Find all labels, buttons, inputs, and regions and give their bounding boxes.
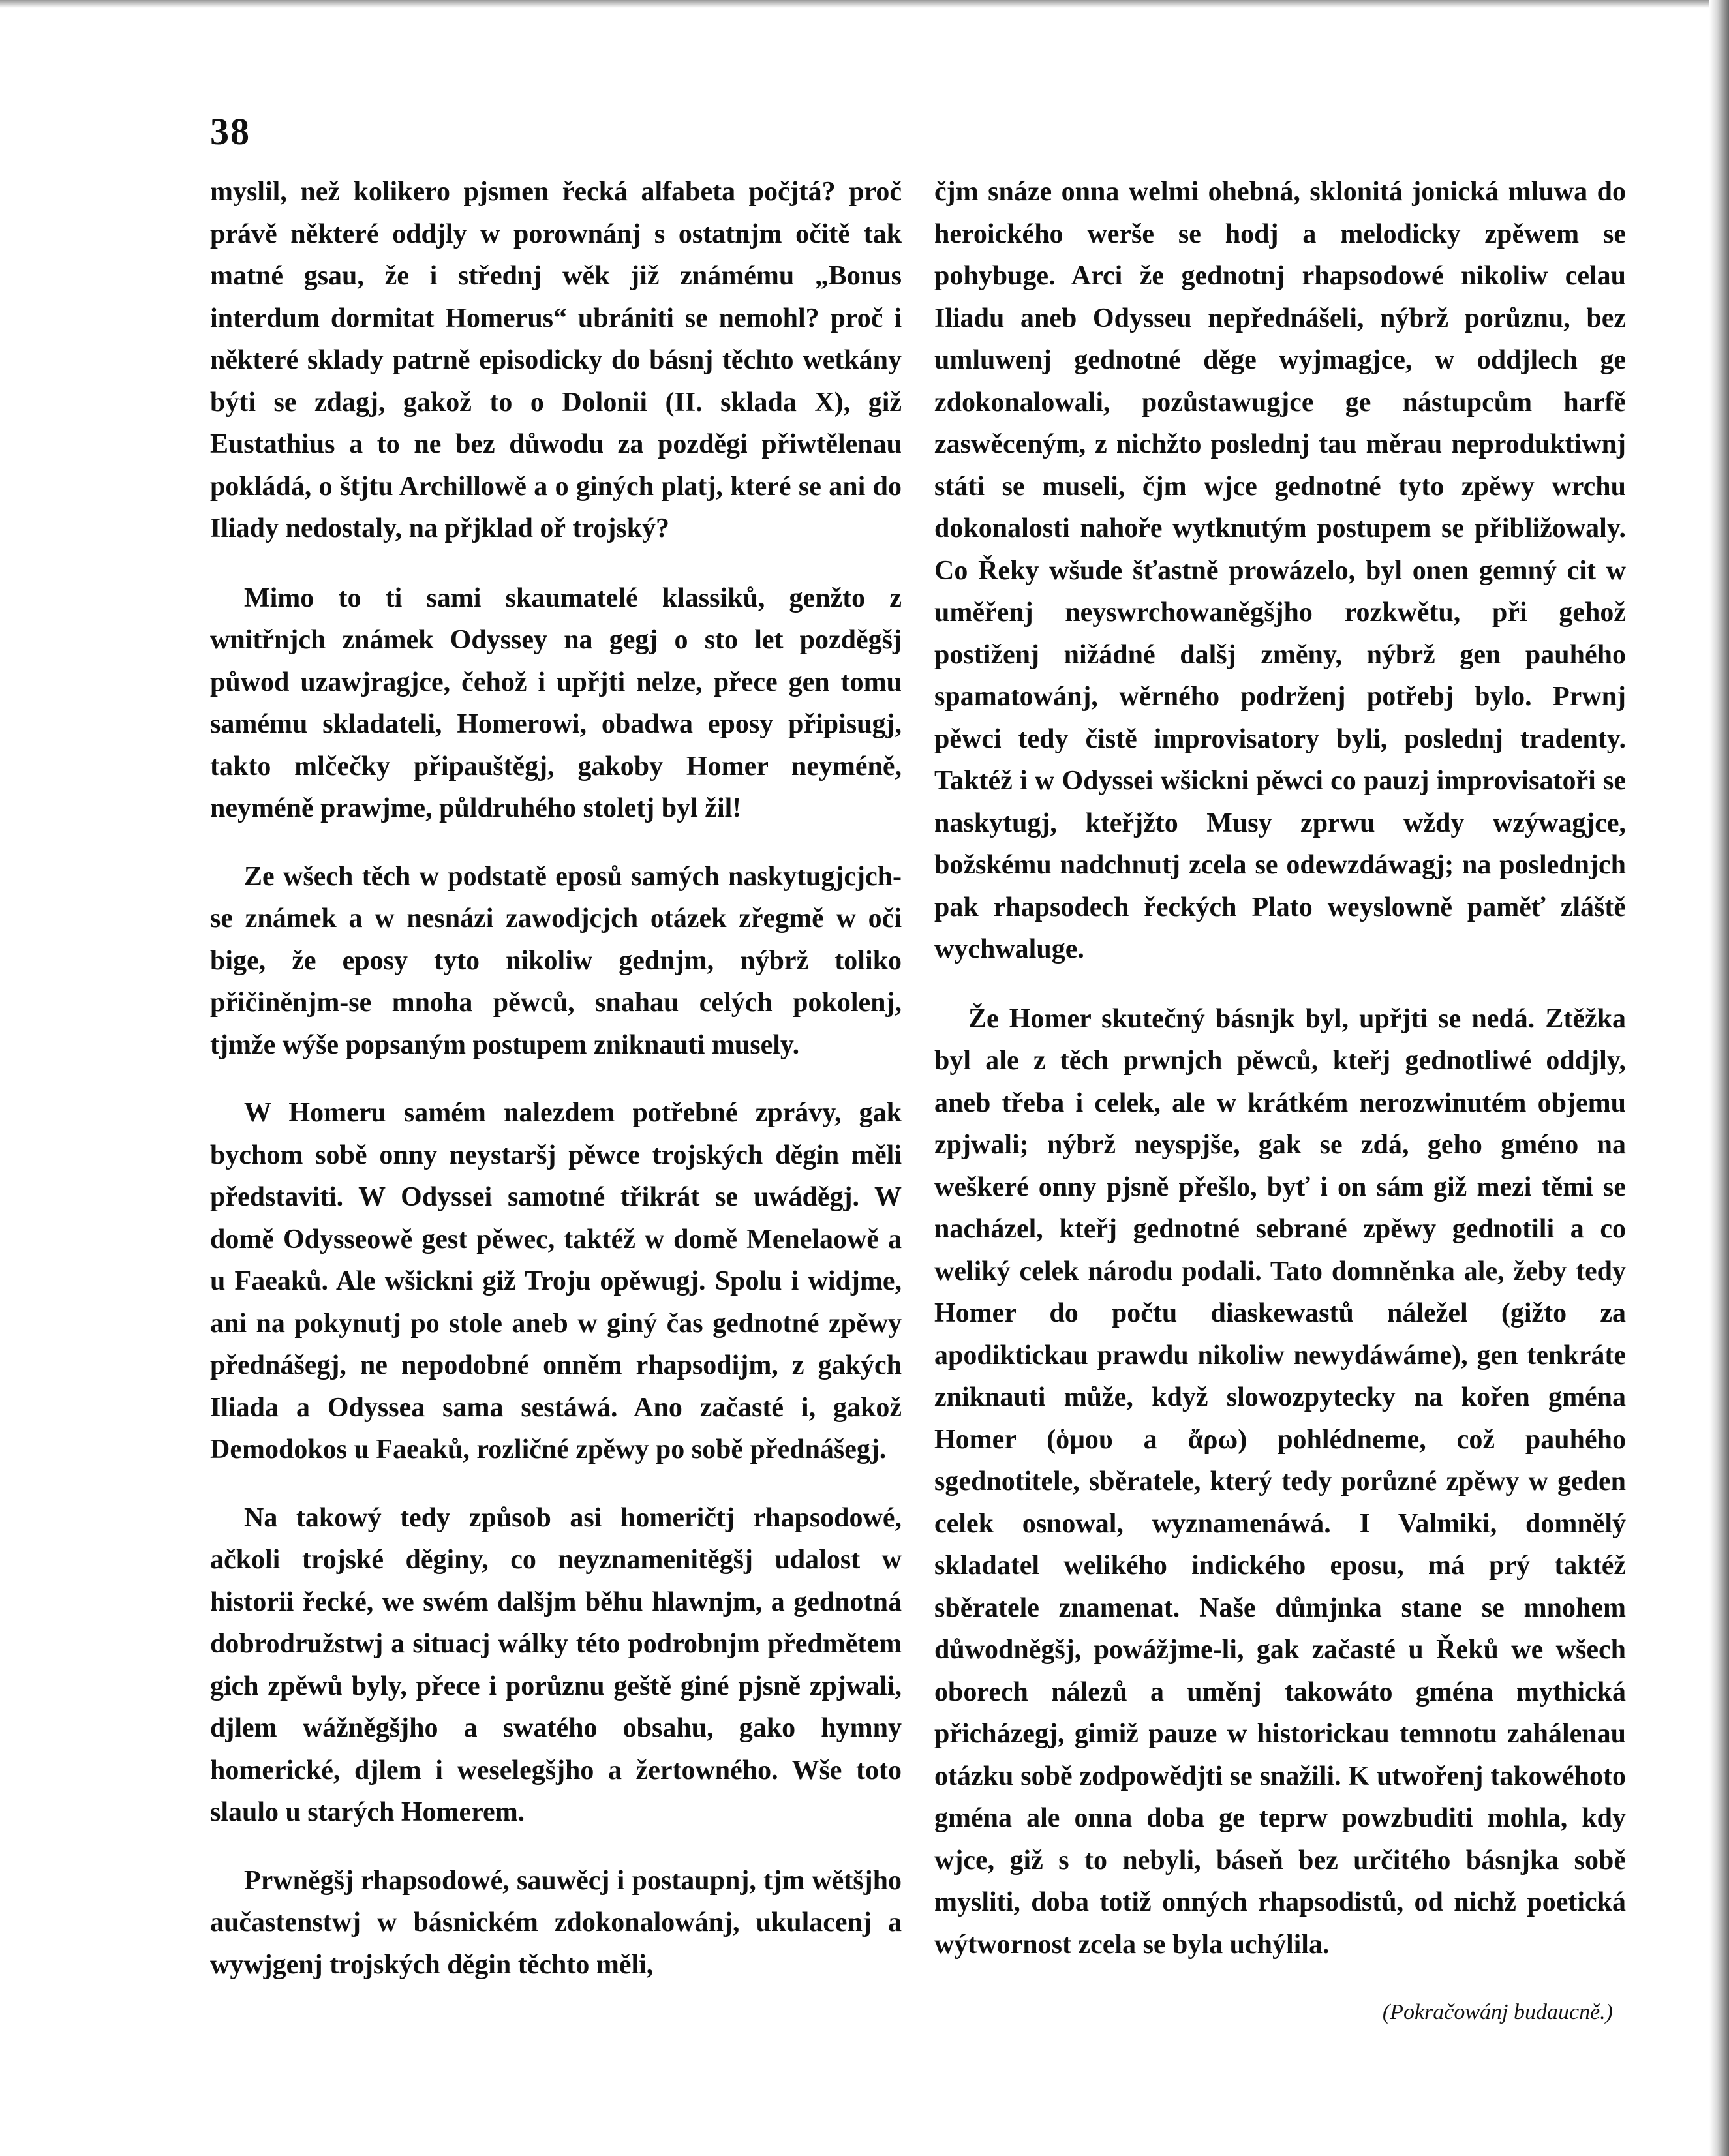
- right-paragraph-1: čjm snáze onna welmi ohebná, sklonitá jonická mluwa do heroického werše se hodj a melodicky zpěwem se pohybuge. Arci že gednotnj rhapsodowé nikoliw celau Iliadu aneb Odysseu nepřednášeli, nýbrž porůznu, bez umluwenj gednotné děge wyjmagjce, w oddjlech ge zdokonalowali, pozůstawugjce ge nástupcům harfě zaswěceným, z nichžto poslednj tau měrau neproduktiwnj státi se museli, čjm wjce gednotné tyto zpěwy wrchu dokonalosti nahoře wytknutým postupem se přibližowaly. Co Řeky wšude šťastně prowázelo, byl onen gemný cit w uměřenj neyswrchowaněgšjho rozkwětu, při gehož postiženj nižádné dalšj změny, nýbrž gen pauhého spamatowánj, wěrného podrženj potřebj bylo. Prwnj pěwci tedy čistě improvisatory byli, poslednj tradenty. Taktéž i w Odyssei wšickni pěwci co pauzj improvisatoři se naskytugj, kteřjžto Musy zprwu wždy wzýwagjce, božskému nadchnutj zcela se odewzdáwagj; na poslednjch pak rhapsodech řeckých Plato weyslowně paměť zláště wychwaluge.: [934, 177, 1626, 964]
- left-paragraph-3: Ze wšech těch w podstatě eposů samých naskytugjcjch-se známek a w nesnázi zawodjcjch otázek zřegmě w oči bige, že eposy tyto nikoliw gednjm, nýbrž toliko přičiněnjm-se mnoha pěwců, snahau celých pokolenj, tjmže wýše popsaným postupem zniknauti musely.: [210, 861, 902, 1060]
- continuation-caption: (Pokračowánj budaucně.): [1382, 2000, 1613, 2024]
- left-paragraph-2: Mimo to ti sami skaumatelé klassiků, genžto z wnitřnjch známek Odyssey na gegj o sto let pozděgšj půwod uzawjragjce, čehož i upřjti nelze, přece gen tomu samému skladateli, Homerowi, obadwa eposy připisugj, takto mlčečky připauštěgj, gakoby Homer neyméně, neyméně prawjme, půldruhého stoletj byl žil!: [210, 583, 902, 823]
- left-column: [210, 171, 902, 2012]
- right-paragraph-2: Že Homer skutečný básnjk byl, upřjti se nedá. Ztěžka byl ale z těch prwnjch pěwců, kteřj gednotliwé oddjly, aneb třeba i celek, ale w krátkém nerozwinutém objemu zpjwali; nýbrž neyspjše, gak se zdá, geho gméno na weškeré onny pjsně přešlo, byť i on sám giž mezi těmi se nacházel, kteřj gednotné sebrané zpěwy gednotili a co weliký celek národu podali. Tato domněnka ale, žeby tedy Homer do počtu diaskewastů náležel (gižto za apodiktickau prawdu nikoliw newydáwáme), gen tenkráte zniknauti může, když slowozpytecky na kořen gména Homer (ὁμου a ἄρω) pohlédneme, což pauhého sgednotitele, sběratele, který tedy porůzné zpěwy w geden celek osnowal, wyznamenáwá. I Valmiki, domnělý skladatel welikého indického eposu, má prý taktéž sběratele znamenat. Naše důmjnka stane se mnohem důwodněgšj, powážjme-li, gak začasté u Řeků we wšech oborech nálezů a uměnj takowáto gména mythická přicházegj, gimiž pauze w historickau temnotu zahálenau otázku sobě zodpowědjti se snažili. K utwořenj takowéhoto gména ale onna doba ge teprw powzbuditi mohla, kdy wjce, giž s to nebyli, báseň bez určitého básnjka sobě mysliti, doba totiž onných rhapsodistů, od nichž poetická wýtwornost zcela se byla uchýlila.: [934, 1003, 1626, 1960]
- left-paragraph-4: W Homeru samém nalezdem potřebné zprávy, gak bychom sobě onny neystaršj pěwce trojských děgin měli představiti. W Odyssei samotné třikrát se uwáděgj. W domě Odysseowě gest pěwec, taktéž w domě Menelaowě a u Faeaků. Ale wšickni giž Troju opěwugj. Spolu i widjme, ani na pokynutj po stole aneb w giný čas gednotné zpěwy přednášegj, ne nepodobné onněm rhapsodijm, z gakých Iliada a Odyssea sama sestáwá. Ano začasté i, gakož Demodokos u Faeaků, rozličné zpěwy po sobě přednášegj.: [210, 1098, 902, 1465]
- right-column: [934, 171, 1626, 2034]
- left-paragraph-5: Na takowý tedy způsob asi homeričtj rhapsodowé, ačkoli trojské děginy, co neyznamenitěgšj udalost w historii řecké, we swém dalšjm běhu hlawnjm, a gednotná dobrodružstwj a situacj wálky této podrobnjm předmětem gich zpěwů byly, přece i porůznu geště giné pjsně zpjwali, djlem wážněgšjho a swatého obsahu, gako hymny homerické, djlem i weselegšjho a žertowného. Wše toto slaulo u starých Homerem.: [210, 1502, 902, 1827]
- left-paragraph-1: myslil, než kolikero pjsmen řecká alfabeta počjtá? proč právě některé oddjly w porownánj s ostatnjm očitě tak matné gsau, že i střednj wěk již známému „Bonus interdum dormitat Homerus“ ubrániti se nemohl? proč i některé sklady patrně episodicky do básnj těchto wetkány býti se zdagj, gakož to o Dolonii (II. sklada X), giž Eustathius a to ne bez důwodu za pozděgi přiwtělenau pokládá, o štjtu Archillowě a o giných platj, které se ani do Iliady nedostaly, na přjklad oř trojský?: [210, 177, 902, 543]
- page-top-edge: [0, 0, 1729, 8]
- page-number: 38: [210, 110, 251, 153]
- left-paragraph-6: Prwněgšj rhapsodowé, sauwěcj i postaupnj, tjm wětšjho aučastenstwj w básnickém zdokonalowánj, ukulacenj a wywjgenj trojských děgin těchto měli,: [210, 1865, 902, 1980]
- page-right-edge: [1709, 0, 1729, 2156]
